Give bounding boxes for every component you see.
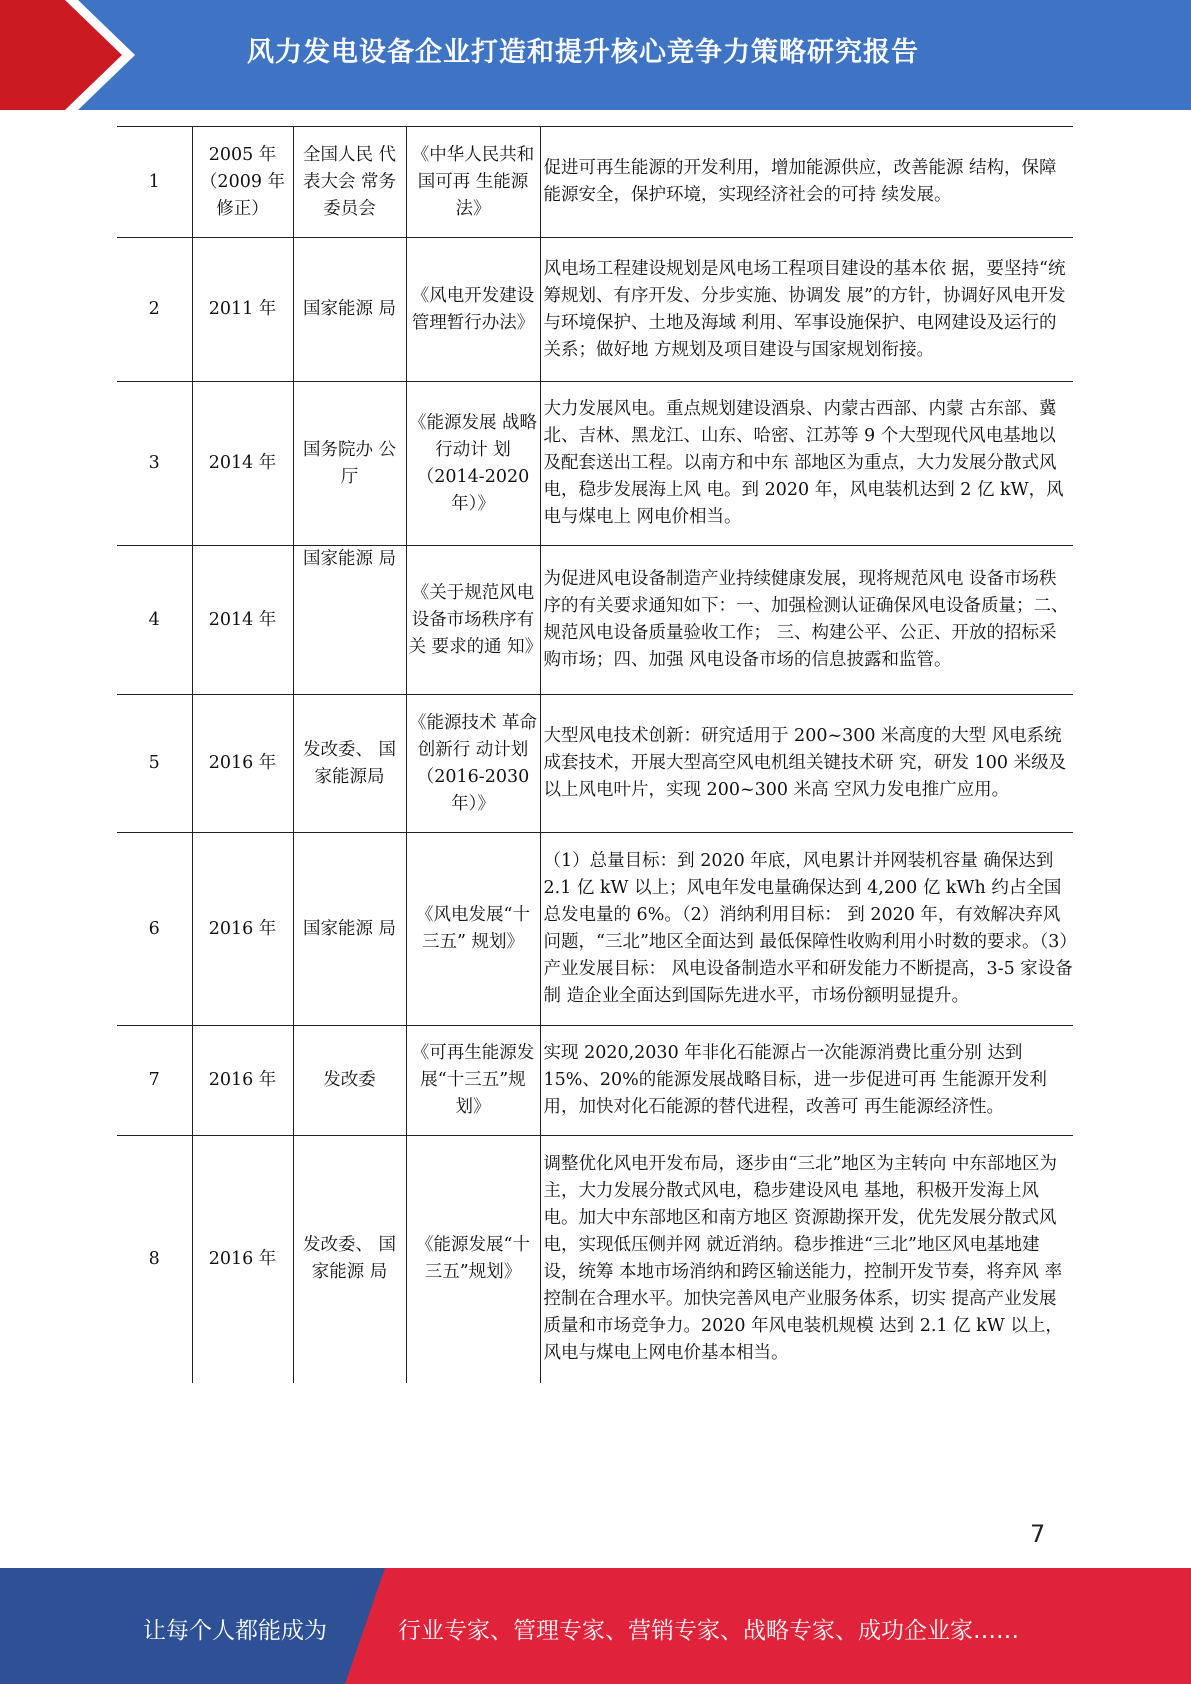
page-footer <box>0 1568 1191 1684</box>
row-number: 7 <box>117 1026 192 1136</box>
table-row <box>117 382 1073 546</box>
row-issuer: 国家能源 局 <box>293 833 406 1026</box>
row-document: 《风电开发建设管理暂行办法》 <box>406 238 540 382</box>
row-content: 风电场工程建设规划是风电场工程项目建设的基本依 据，要坚持“统筹规划、有序开发、分步实施、协调发 展”的方针，协调好风电开发与环境保护、土地及海域 利用、军事设施保护、电网建设及运行的关系；做好地 方规划及项目建设与国家规划衔接。 <box>540 238 1073 382</box>
row-content: 促进可再生能源的开发利用，增加能源供应，改善能源 结构，保障能源安全，保护环境，实现经济社会的可持 续发展。 <box>540 127 1073 238</box>
row-content: 大型风电技术创新：研究适用于 200~300 米高度的大型 风电系统成套技术，开展大型高空风电机组关键技术研 究，研发 100 米级及以上风电叶片，实现 200~300 米高 空风力发电推广应用。 <box>540 695 1073 833</box>
row-document: 《关于规范风电设备市场秩序有关 要求的通 知》 <box>406 546 540 695</box>
row-issuer: 国家能源 局 <box>293 238 406 382</box>
row-year: 2011 年 <box>192 238 293 382</box>
row-document: 《能源技术 革命创新行 动计划（2016-2030 年）》 <box>406 695 540 833</box>
row-number: 1 <box>117 127 192 238</box>
page-number: 7 <box>1030 1520 1046 1548</box>
table-row <box>117 238 1073 382</box>
page-header <box>0 0 1191 110</box>
row-year: 2016 年 <box>192 1026 293 1136</box>
row-content: 大力发展风电。重点规划建设酒泉、内蒙古西部、内蒙 古东部、冀北、吉林、黑龙江、山东、哈密、江苏等 9 个大型现代风电基地以及配套送出工程。以南方和中东 部地区为重点，大力发展分散式风电，稳步发展海上风 电。到 2020 年，风电装机达到 2 亿 kW，风电与煤电上 网电价相当。 <box>540 382 1073 546</box>
row-year: 2014 年 <box>192 546 293 695</box>
row-number: 4 <box>117 546 192 695</box>
row-content: 调整优化风电开发布局，逐步由“三北”地区为主转向 中东部地区为主，大力发展分散式风电，稳步建设风电 基地，积极开发海上风电。加大中东部地区和南方地区 资源勘探开发，优先发展分散式风电，实现低压侧并网 就近消纳。稳步推进“三北”地区风电基地建设，统筹 本地市场消纳和跨区输送能力，控制开发节奏，将弃风 率控制在合理水平。加快完善风电产业服务体系，切实 提高产业发展质量和市场竞争力。2020 年风电装机规模 达到 2.1 亿 kW 以上，风电与煤电上网电价基本相当。 <box>540 1136 1073 1383</box>
row-document: 《能源发展“十三五”规划》 <box>406 1136 540 1383</box>
footer-slogan-right: 行业专家、管理专家、营销专家、战略专家、成功企业家…… <box>398 1618 1019 1644</box>
row-content: （1）总量目标：到 2020 年底，风电累计并网装机容量 确保达到 2.1 亿 kW 以上；风电年发电量确保达到 4,200 亿 kWh 约占全国总发电量的 6%。（2）消纳利用目标： 到 2020 年，有效解决弃风问题，“三北”地区全面达到 最低保障性收购利用小时数的要求。（3）产业发展目标： 风电设备制造水平和研发能力不断提高，3-5 家设备制 造企业全面达到国际先进水平，市场份额明显提升。 <box>540 833 1073 1026</box>
table-row <box>117 1136 1073 1383</box>
row-issuer: 发改委、 国家能源 局 <box>293 1136 406 1383</box>
row-number: 3 <box>117 382 192 546</box>
row-content: 实现 2020,2030 年非化石能源占一次能源消费比重分别 达到 15%、20%的能源发展战略目标，进一步促进可再 生能源开发利用，加快对化石能源的替代进程，改善可 再生能源经济性。 <box>540 1026 1073 1136</box>
row-year: 2016 年 <box>192 1136 293 1383</box>
row-year: 2014 年 <box>192 382 293 546</box>
row-year: 2005 年（2009 年修正） <box>192 127 293 238</box>
row-issuer: 发改委、 国家能源局 <box>293 695 406 833</box>
row-document: 《中华人民共和国可再 生能源法》 <box>406 127 540 238</box>
footer-slogan-left: 让每个人都能成为 <box>143 1618 327 1644</box>
row-issuer: 全国人民 代表大会 常务委员会 <box>293 127 406 238</box>
row-issuer: 国家能源 局 <box>293 546 406 695</box>
table-row <box>117 833 1073 1026</box>
row-issuer: 国务院办 公厅 <box>293 382 406 546</box>
table-row <box>117 1026 1073 1136</box>
row-number: 6 <box>117 833 192 1026</box>
row-content: 为促进风电设备制造产业持续健康发展，现将规范风电 设备市场秩序的有关要求通知如下：一、加强检测认证确保风电设备质量；二、规范风电设备质量验收工作； 三、构建公平、公正、开放的招标采购市场；四、加强 风电设备市场的信息披露和监管。 <box>540 546 1073 695</box>
policy-table <box>117 126 1073 1383</box>
table-row <box>117 127 1073 238</box>
row-document: 《风电发展“十三五” 规划》 <box>406 833 540 1026</box>
header-chevron-decoration <box>0 0 150 110</box>
row-number: 2 <box>117 238 192 382</box>
row-year: 2016 年 <box>192 833 293 1026</box>
report-title: 风力发电设备企业打造和提升核心竞争力策略研究报告 <box>247 37 919 68</box>
table-row <box>117 695 1073 833</box>
table-row <box>117 546 1073 695</box>
row-document: 《能源发展 战略行动计 划（2014-2020 年）》 <box>406 382 540 546</box>
row-number: 5 <box>117 695 192 833</box>
row-issuer: 发改委 <box>293 1026 406 1136</box>
row-year: 2016 年 <box>192 695 293 833</box>
row-document: 《可再生能源发展“十三五”规 划》 <box>406 1026 540 1136</box>
row-number: 8 <box>117 1136 192 1383</box>
